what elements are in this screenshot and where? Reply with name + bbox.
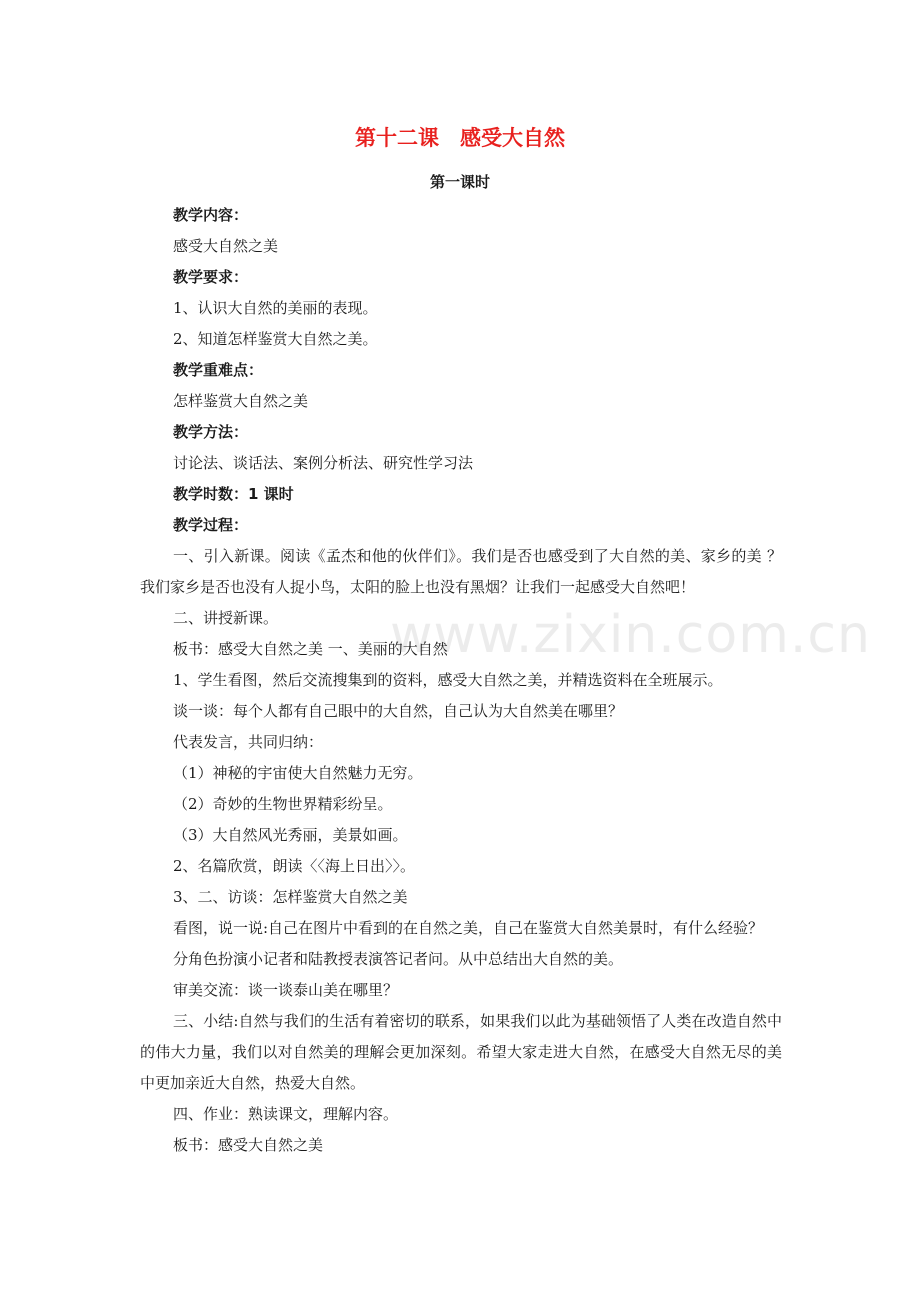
- body-line: 板书：感受大自然之美 一、美丽的大自然: [173, 640, 448, 658]
- document-title: 第十二课 感受大自然: [355, 126, 565, 150]
- body-line: （2）奇妙的生物世界精彩纷呈。: [173, 795, 393, 813]
- body-line: 2、名篇欣赏，朗读〈〈海上日出〉〉。: [173, 857, 416, 875]
- section-heading: 教学时数：1 课时: [173, 485, 294, 503]
- section-heading: 教学过程：: [173, 516, 249, 534]
- body-paragraph: 三、小结:自然与我们的生活有着密切的联系，如果我们以此为基础领悟了人类在改造自然中的伟大力量，我们以对自然美的理解会更加深刻。希望大家走进大自然，在感受大自然无尽的美中更加亲近大自然，热爱大自然。: [140, 1012, 782, 1092]
- body-paragraph: 一、引入新课。阅读《孟杰和他的伙伴们》。我们是否也感受到了大自然的美、家乡的美 ？我们家乡是否也没有人捉小鸟，太阳的脸上也没有黑烟？让我们一起感受大自然吧！: [140, 547, 782, 596]
- body-line: 谈一谈：每个人都有自己眼中的大自然，自己认为大自然美在哪里？: [173, 702, 624, 720]
- body-line: 3、二、访谈：怎样鉴赏大自然之美: [173, 888, 408, 906]
- body-line: 1、学生看图，然后交流搜集到的资料，感受大自然之美，并精选资料在全班展示。: [173, 671, 723, 689]
- section-heading: 教学方法：: [173, 423, 249, 441]
- body-line: 2、知道怎样鉴赏大自然之美。: [173, 330, 378, 348]
- section-heading: 教学内容：: [173, 206, 249, 224]
- body-line: 1、认识大自然的美丽的表现。: [173, 299, 378, 317]
- body-line: 板书：感受大自然之美: [173, 1136, 324, 1154]
- document-subtitle: 第一课时: [429, 173, 490, 191]
- body-line: 感受大自然之美: [173, 237, 279, 255]
- body-line: 四、作业：熟读课文，理解内容。: [173, 1105, 399, 1123]
- body-line: 代表发言，共同归纳：: [173, 733, 324, 751]
- watermark: www.zixin.com.cn: [390, 605, 871, 665]
- body-line: 审美交流：谈一谈泰山美在哪里？: [173, 981, 399, 999]
- body-line: 讨论法、谈话法、案例分析法、研究性学习法: [173, 454, 474, 472]
- body-line: 二、讲授新课。: [173, 609, 279, 627]
- section-heading: 教学重难点：: [173, 361, 264, 379]
- body-line: 怎样鉴赏大自然之美: [173, 392, 309, 410]
- section-heading: 教学要求：: [173, 268, 249, 286]
- document-body: [140, 200, 782, 1161]
- body-line: （3）大自然风光秀丽，美景如画。: [173, 826, 408, 844]
- body-paragraph: 看图，说一说:自己在图片中看到的在自然之美，自己在鉴赏大自然美景时，有什么经验？: [173, 919, 764, 937]
- body-line: 分角色扮演小记者和陆教授表演答记者问。从中总结出大自然的美。: [173, 950, 624, 968]
- body-line: （1）神秘的宇宙使大自然魅力无穷。: [173, 764, 423, 782]
